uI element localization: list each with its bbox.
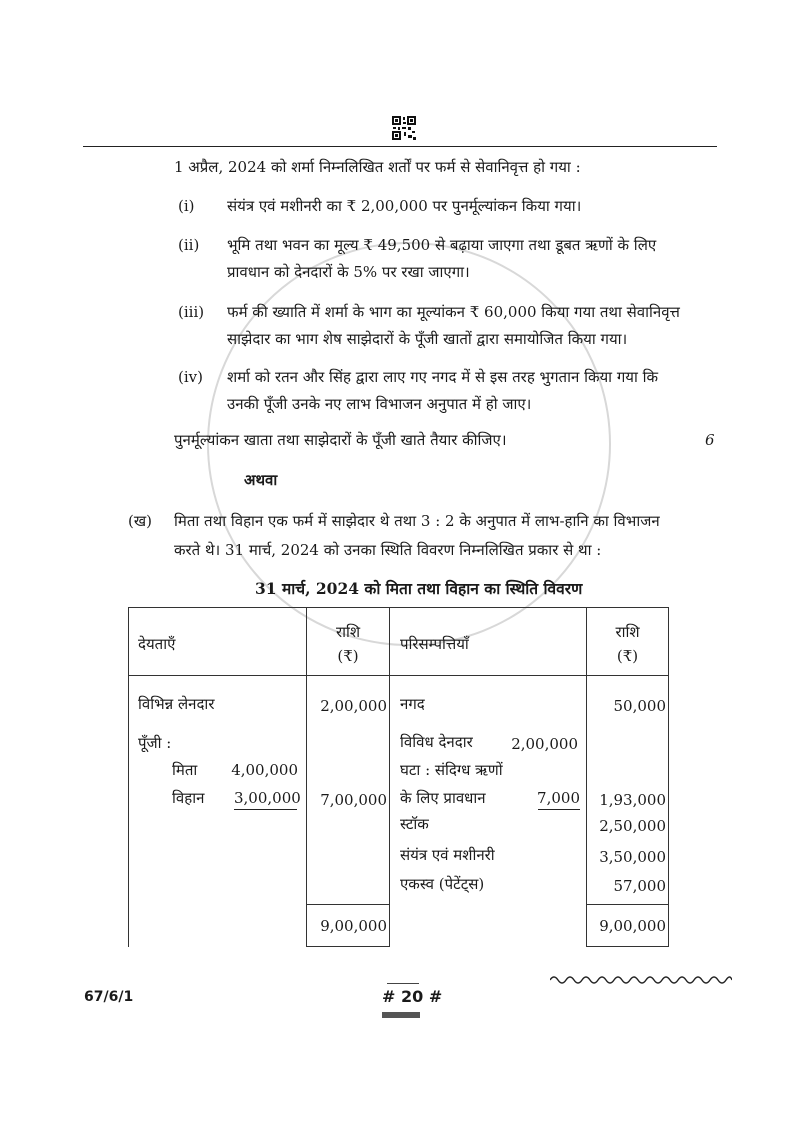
asset-stock-amount: 2,50,000 — [599, 817, 666, 835]
condition-text: साझेदार का भाग शेष साझेदारों के पूँजी खातों द्वारा समायोजित किया गया। — [227, 330, 628, 348]
header-amount: राशि — [335, 623, 361, 641]
or-label: अथवा — [244, 471, 278, 489]
liabilities-total: 9,00,000 — [320, 917, 387, 935]
header-amount-unit: (₹) — [337, 647, 359, 665]
header-liabilities: देयताएँ — [138, 635, 176, 653]
part-b-label: (ख) — [128, 512, 152, 530]
partner-vihan-amount: 3,00,000 — [234, 789, 301, 807]
asset-patents: एकस्व (पेटेंट्स) — [400, 875, 485, 893]
header-assets: परिसम्पत्तियाँ — [400, 635, 469, 653]
liability-creditors: विभिन्न लेनदार — [138, 695, 215, 713]
asset-less-provision: घटा : संदिग्ध ऋणों — [400, 761, 503, 779]
condition-text: प्रावधान को देनदारों के 5% पर रखा जाएगा। — [227, 263, 470, 281]
asset-net-debtors: 1,93,000 — [599, 791, 666, 809]
condition-text: उनकी पूँजी उनके नए लाभ विभाजन अनुपात में हो जाए। — [227, 395, 532, 413]
condition-text: फर्म की ख्याति में शर्मा के भाग का मूल्यांकन ₹ 60,000 किया गया तथा सेवानिवृत्त — [227, 303, 680, 321]
asset-provision-amount: 7,000 — [537, 789, 580, 807]
liability-creditors-amount: 2,00,000 — [320, 697, 387, 715]
part-b-text: करते थे। 31 मार्च, 2024 को उनका स्थिति विवरण निम्नलिखित प्रकार से था : — [174, 541, 602, 559]
marks: 6 — [705, 431, 715, 449]
wavy-line-icon — [550, 974, 732, 986]
condition-text: भूमि तथा भवन का मूल्य ₹ 49,500 से बढ़ाया जाएगा तथा डूबत ऋणों के लिए — [227, 236, 657, 254]
condition-number: (ii) — [178, 236, 200, 254]
condition-number: (iii) — [178, 303, 205, 321]
asset-cash-amount: 50,000 — [613, 697, 666, 715]
condition-text: संयंत्र एवं मशीनरी का ₹ 2,00,000 पर पुनर्मूल्यांकन किया गया। — [227, 197, 582, 215]
header-rule — [83, 146, 717, 147]
condition-text: शर्मा को रतन और सिंह द्वारा लाए गए नगद में से इस तरह भुगतान किया गया कि — [227, 368, 659, 386]
asset-debtors-amount: 2,00,000 — [511, 735, 578, 753]
partner-mita-amount: 4,00,000 — [231, 761, 298, 779]
task-instruction: पुनर्मूल्यांकन खाता तथा साझेदारों के पूँजी खाते तैयार कीजिए। — [174, 431, 507, 449]
subtotal-underline — [234, 809, 297, 810]
paper-code: 67/6/1 — [84, 989, 134, 1005]
asset-plant-amount: 3,50,000 — [599, 848, 666, 866]
page-number-rule — [387, 983, 419, 984]
header-amount: राशि — [615, 623, 640, 641]
qr-code-icon — [392, 116, 416, 140]
asset-patents-amount: 57,000 — [613, 877, 666, 895]
asset-provision-label: के लिए प्रावधान — [400, 789, 486, 807]
page-number-bar — [382, 1012, 420, 1018]
liability-capital: पूँजी : — [138, 734, 172, 752]
assets-total: 9,00,000 — [599, 917, 666, 935]
asset-debtors: विविध देनदार — [400, 733, 473, 751]
asset-stock: स्टॉक — [400, 815, 429, 833]
subtotal-underline — [538, 809, 580, 810]
partner-mita: मिता — [172, 761, 198, 779]
page-number: # 20 # — [382, 987, 443, 1006]
header-amount-unit: (₹) — [616, 647, 639, 665]
liability-capital-total: 7,00,000 — [320, 791, 387, 809]
partner-vihan: विहान — [172, 789, 205, 807]
asset-plant: संयंत्र एवं मशीनरी — [400, 846, 495, 864]
balance-sheet-title: 31 मार्च, 2024 को मिता तथा विहान का स्थिति विवरण — [255, 579, 583, 598]
asset-cash: नगद — [400, 695, 425, 713]
condition-number: (iv) — [178, 368, 203, 386]
condition-number: (i) — [178, 197, 195, 215]
part-b-text: मिता तथा विहान एक फर्म में साझेदार थे तथा 3 : 2 के अनुपात में लाभ-हानि का विभाजन — [174, 512, 660, 530]
intro-text: 1 अप्रैल, 2024 को शर्मा निम्नलिखित शर्तों पर फर्म से सेवानिवृत्त हो गया : — [174, 158, 581, 176]
